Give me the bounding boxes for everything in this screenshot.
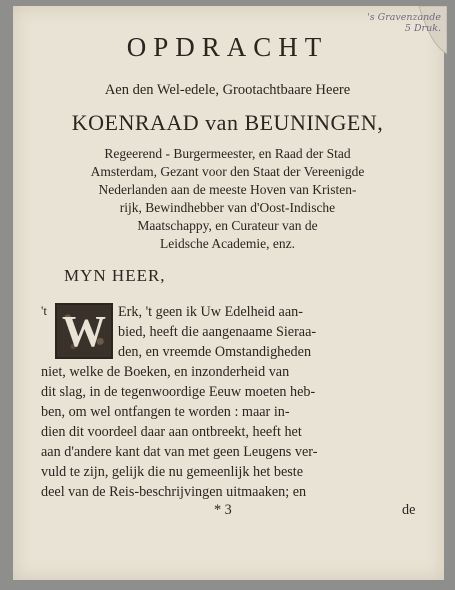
description-line: Leidsche Academie, enz. [160,236,295,251]
dropcap-prefix: 't [41,303,47,318]
decorative-initial: W [55,303,113,359]
body-line: Erk, 't geen ik Uw Edelheid aan- [118,304,303,320]
page-title: OPDRACHT [126,32,329,62]
description-line: rijk, Bewindhebber van d'Oost-Indische [119,200,336,215]
dedication-subtitle: Aen den Wel-edele, Grootachtbaare Heere [104,82,351,98]
description-line: Regeerend - Burgermeester, en Raad der Stad [104,146,351,161]
description-line: Nederlanden aan de meeste Hoven van Kristen- [98,182,357,197]
dedicatee-name: KOENRAAD van BEUNINGEN, [71,110,384,135]
body-line: deel van de Reis-beschrijvingen uitmaaken; en [41,484,307,500]
catchword: de [402,502,416,518]
handwritten-note [367,12,441,34]
description-line: Maatschappy, en Curateur van de [137,218,318,233]
body-line: dit slag, in de tegenwoordige Eeuw moeten heb- [41,384,316,400]
salutation: MYN HEER, [64,266,166,285]
handwritten-line: 's Gravenzande [367,12,441,23]
body-line: vuld te zijn, gelijk die nu gemeenlijk het beste [41,464,304,480]
body-line: dien dit voordeel daar aan ontbreekt, heeft het [41,424,302,440]
body-line: bied, heeft die aangenaame Sieraa- [118,324,317,340]
body-line: den, en vreemde Omstandigheden [118,344,312,360]
body-line: niet, welke de Boeken, en inzonderheid van [41,364,290,380]
handwritten-line: 5 Druk. [404,23,441,34]
signature-mark: * 3 [214,502,232,518]
description-line: Amsterdam, Gezant voor den Staat der Vereenigde [90,164,365,179]
body-line: aan d'andere kant dat van met geen Leugens ver- [41,444,318,460]
body-line: ben, om wel ontfangen te worden : maar in- [41,404,290,420]
